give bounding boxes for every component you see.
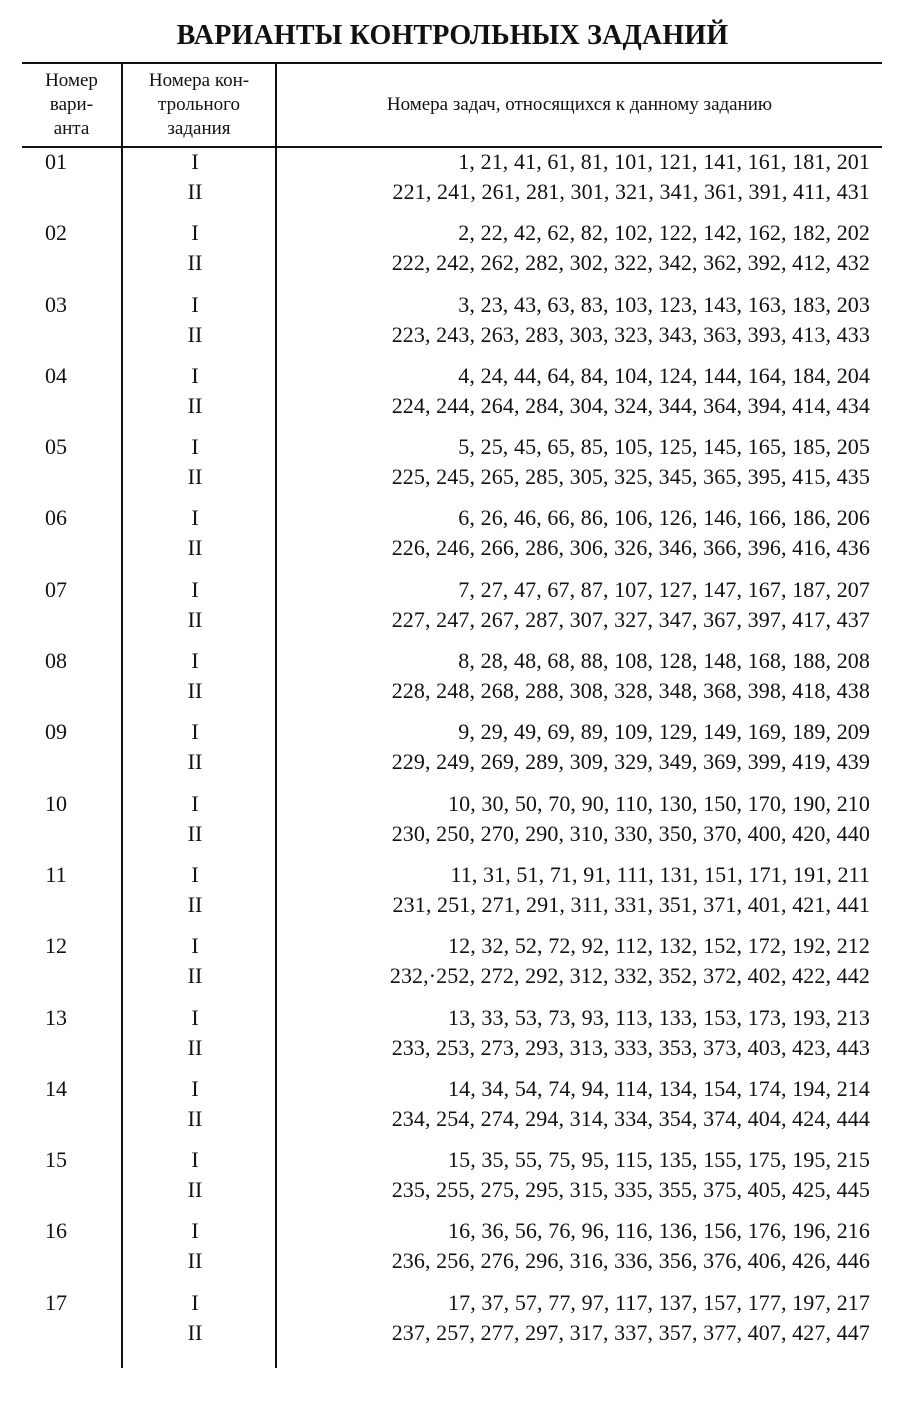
variant-number: 02 bbox=[45, 220, 67, 246]
problem-numbers: 229, 249, 269, 289, 309, 329, 349, 369, 399, 419, 439 bbox=[391, 749, 870, 775]
table-row bbox=[0, 860, 905, 931]
variant-number: 13 bbox=[45, 1004, 67, 1030]
problem-numbers: 221, 241, 261, 281, 301, 321, 341, 361, 391, 411, 431 bbox=[392, 179, 870, 204]
problem-numbers: 9, 29, 49, 69, 89, 109, 129, 149, 169, 189, 209 bbox=[458, 719, 870, 745]
assignment-number: II bbox=[187, 1105, 203, 1131]
problem-numbers: 8, 28, 48, 68, 88, 108, 128, 148, 168, 188, 208 bbox=[458, 648, 870, 674]
problem-numbers: 230, 250, 270, 290, 310, 330, 350, 370, 400, 420, 440 bbox=[391, 820, 870, 846]
table-row bbox=[0, 1216, 905, 1287]
assignment-number: II bbox=[187, 963, 203, 989]
assignment-number: I bbox=[191, 861, 199, 887]
problem-numbers: 10, 30, 50, 70, 90, 110, 130, 150, 170, 190, 210 bbox=[448, 790, 870, 816]
header-problems: Номера задач, относящихся к данному заданию bbox=[386, 94, 773, 115]
problem-numbers: 3, 23, 43, 63, 83, 103, 123, 143, 163, 183, 203 bbox=[458, 291, 870, 317]
problem-numbers: 231, 251, 271, 291, 311, 331, 351, 371, 401, 421, 441 bbox=[392, 891, 870, 917]
variant-number: 09 bbox=[45, 719, 67, 745]
table-row bbox=[0, 1003, 905, 1074]
variant-number: 06 bbox=[45, 505, 67, 531]
table-row bbox=[0, 1074, 905, 1145]
problem-numbers: 5, 25, 45, 65, 85, 105, 125, 145, 165, 185, 205 bbox=[458, 434, 870, 460]
variant-number: 15 bbox=[45, 1147, 67, 1173]
assignment-number: II bbox=[187, 1319, 203, 1345]
problem-numbers: 234, 254, 274, 294, 314, 334, 354, 374, 404, 424, 444 bbox=[391, 1105, 870, 1131]
problem-numbers: 13, 33, 53, 73, 93, 113, 133, 153, 173, 193, 213 bbox=[448, 1004, 870, 1030]
variant-number: 01 bbox=[45, 149, 67, 174]
table-row bbox=[0, 147, 905, 218]
problem-numbers: 227, 247, 267, 287, 307, 327, 347, 367, 397, 417, 437 bbox=[391, 606, 870, 632]
assignment-number: II bbox=[187, 535, 203, 561]
assignment-number: II bbox=[187, 392, 203, 418]
table-row bbox=[0, 290, 905, 361]
assignment-number: I bbox=[191, 790, 199, 816]
assignment-number: II bbox=[187, 678, 203, 704]
table-row bbox=[0, 361, 905, 432]
problem-numbers: 11, 31, 51, 71, 91, 111, 131, 151, 171, 191, 211 bbox=[450, 861, 870, 887]
page-title: ВАРИАНТЫ КОНТРОЛЬНЫХ ЗАДАНИЙ bbox=[176, 20, 729, 51]
assignment-number: II bbox=[187, 321, 203, 347]
assignment-number: I bbox=[191, 1075, 199, 1101]
assignment-number: I bbox=[191, 1289, 199, 1315]
problem-numbers: 14, 34, 54, 74, 94, 114, 134, 154, 174, 194, 214 bbox=[448, 1075, 870, 1101]
header-assignment: Номера кон- трольного задания bbox=[148, 70, 250, 139]
variant-number: 10 bbox=[45, 790, 67, 816]
problem-numbers: 12, 32, 52, 72, 92, 112, 132, 152, 172, 192, 212 bbox=[448, 933, 870, 959]
variants-table-body bbox=[0, 147, 905, 1359]
table-row bbox=[0, 789, 905, 860]
variant-number: 17 bbox=[45, 1289, 67, 1315]
assignment-number: I bbox=[191, 434, 199, 460]
assignment-number: II bbox=[187, 1248, 203, 1274]
problem-numbers: 223, 243, 263, 283, 303, 323, 343, 363, 393, 413, 433 bbox=[391, 321, 870, 347]
assignment-number: I bbox=[191, 362, 199, 388]
variant-number: 11 bbox=[45, 861, 67, 887]
problem-numbers: 222, 242, 262, 282, 302, 322, 342, 362, 392, 412, 432 bbox=[391, 250, 870, 276]
table-row bbox=[0, 575, 905, 646]
problem-numbers: 7, 27, 47, 67, 87, 107, 127, 147, 167, 187, 207 bbox=[458, 576, 870, 602]
assignment-number: I bbox=[191, 505, 199, 531]
problem-numbers: 1, 21, 41, 61, 81, 101, 121, 141, 161, 181, 201 bbox=[458, 149, 870, 174]
problem-numbers: 4, 24, 44, 64, 84, 104, 124, 144, 164, 184, 204 bbox=[458, 362, 870, 388]
problem-numbers: 235, 255, 275, 295, 315, 335, 355, 375, 405, 425, 445 bbox=[391, 1177, 870, 1203]
assignment-number: II bbox=[187, 749, 203, 775]
table-row bbox=[0, 717, 905, 788]
assignment-number: I bbox=[191, 1218, 199, 1244]
table-row bbox=[0, 931, 905, 1002]
assignment-number: I bbox=[191, 648, 199, 674]
table-row bbox=[0, 1145, 905, 1216]
problem-numbers: 17, 37, 57, 77, 97, 117, 137, 157, 177, 197, 217 bbox=[448, 1289, 870, 1315]
variant-number: 04 bbox=[45, 362, 67, 388]
variant-number: 08 bbox=[45, 648, 67, 674]
assignment-number: I bbox=[191, 933, 199, 959]
assignment-number: II bbox=[187, 464, 203, 490]
table-row bbox=[0, 432, 905, 503]
problem-numbers: 226, 246, 266, 286, 306, 326, 346, 366, 396, 416, 436 bbox=[391, 535, 870, 561]
assignment-number: II bbox=[187, 820, 203, 846]
problem-numbers: 233, 253, 273, 293, 313, 333, 353, 373, 403, 423, 443 bbox=[391, 1034, 870, 1060]
assignment-number: II bbox=[187, 1177, 203, 1203]
assignment-number: I bbox=[191, 220, 199, 246]
assignment-number: I bbox=[191, 149, 199, 174]
variant-number: 14 bbox=[45, 1075, 67, 1101]
table-row bbox=[0, 503, 905, 574]
table-row bbox=[0, 646, 905, 717]
variant-number: 07 bbox=[45, 576, 67, 602]
variant-number: 03 bbox=[45, 291, 67, 317]
assignment-number: I bbox=[191, 1004, 199, 1030]
assignment-number: I bbox=[191, 719, 199, 745]
assignment-number: II bbox=[187, 891, 203, 917]
assignment-number: II bbox=[187, 1034, 203, 1060]
problem-numbers: 15, 35, 55, 75, 95, 115, 135, 155, 175, 195, 215 bbox=[448, 1147, 870, 1173]
assignment-number: I bbox=[191, 291, 199, 317]
problem-numbers: 228, 248, 268, 288, 308, 328, 348, 368, 398, 418, 438 bbox=[391, 678, 870, 704]
assignment-number: II bbox=[187, 179, 203, 204]
variant-number: 16 bbox=[45, 1218, 67, 1244]
problem-numbers: 225, 245, 265, 285, 305, 325, 345, 365, 395, 415, 435 bbox=[391, 464, 870, 490]
variant-number: 12 bbox=[45, 933, 67, 959]
problem-numbers: 2, 22, 42, 62, 82, 102, 122, 142, 162, 182, 202 bbox=[458, 220, 870, 246]
header-variant: Номер вари- анта bbox=[45, 70, 98, 139]
assignment-number: I bbox=[191, 576, 199, 602]
problem-numbers: 232,·252, 272, 292, 312, 332, 352, 372, 402, 422, 442 bbox=[389, 963, 870, 989]
problem-numbers: 237, 257, 277, 297, 317, 337, 357, 377, 407, 427, 447 bbox=[391, 1319, 870, 1345]
table-row bbox=[0, 1288, 905, 1359]
problem-numbers: 6, 26, 46, 66, 86, 106, 126, 146, 166, 186, 206 bbox=[458, 505, 870, 531]
assignment-number: II bbox=[187, 606, 203, 632]
variant-number: 05 bbox=[45, 434, 67, 460]
assignment-number: I bbox=[191, 1147, 199, 1173]
table-row bbox=[0, 218, 905, 289]
problem-numbers: 236, 256, 276, 296, 316, 336, 356, 376, 406, 426, 446 bbox=[391, 1248, 870, 1274]
assignment-number: II bbox=[187, 250, 203, 276]
problem-numbers: 224, 244, 264, 284, 304, 324, 344, 364, 394, 414, 434 bbox=[391, 392, 870, 418]
problem-numbers: 16, 36, 56, 76, 96, 116, 136, 156, 176, 196, 216 bbox=[448, 1218, 870, 1244]
